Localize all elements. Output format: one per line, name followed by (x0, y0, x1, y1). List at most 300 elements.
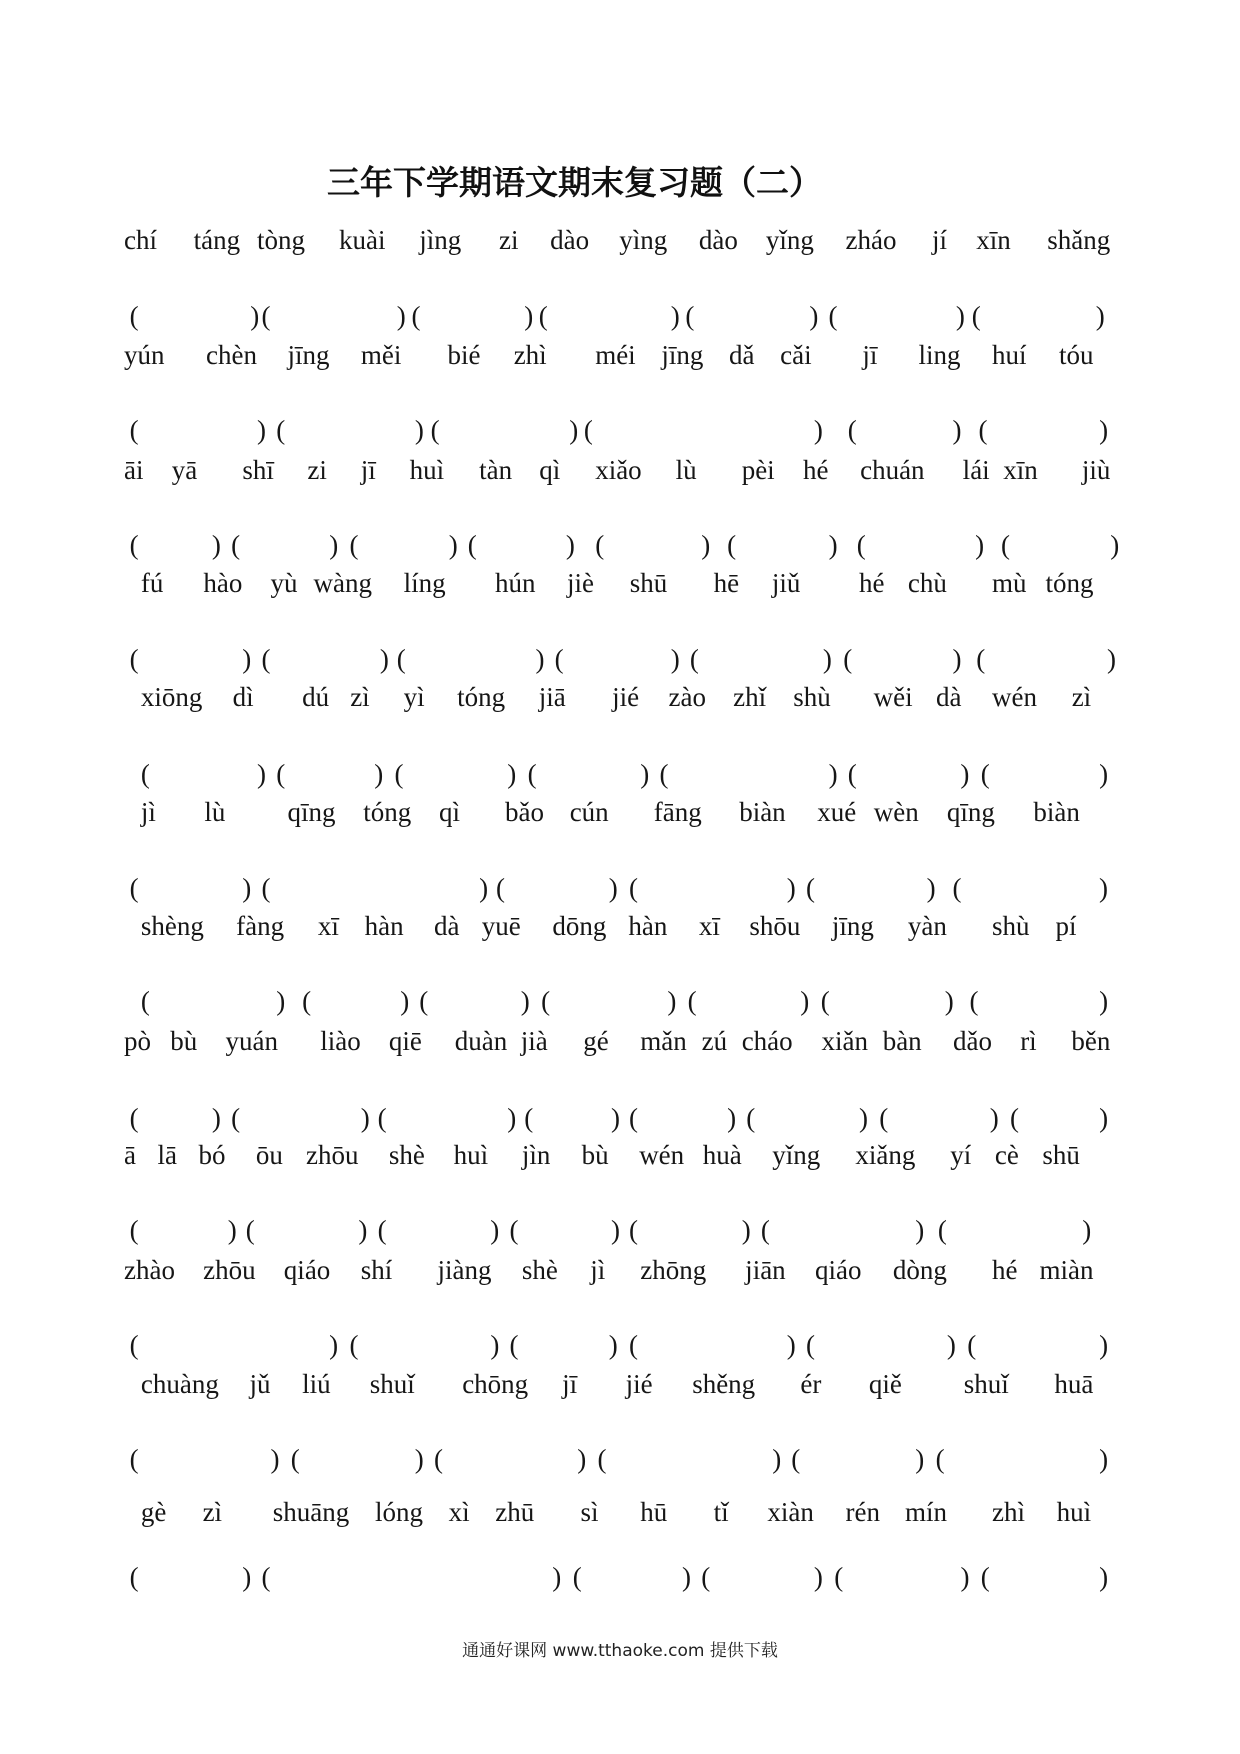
close-paren: ) (520, 986, 530, 1017)
pinyin-word: qīng tóng qì (287, 797, 460, 828)
close-paren: ) (786, 872, 796, 903)
answer-blank (727, 529, 838, 566)
answer-blank (130, 303, 260, 337)
answer-blank (629, 1102, 737, 1139)
answer-blank (291, 1446, 424, 1480)
open-paren: ( (659, 758, 669, 789)
answer-blank (829, 303, 965, 337)
answer-blank (430, 414, 579, 451)
answer-row (0, 303, 1240, 337)
pinyin-word: sì hū (580, 1497, 668, 1528)
answer-blank (129, 529, 221, 566)
answer-blank (302, 988, 409, 1022)
answer-row (0, 529, 1240, 566)
answer-blank (231, 529, 339, 566)
pinyin-word: rì běn (1020, 1026, 1111, 1056)
open-paren: ( (834, 1562, 844, 1593)
close-paren: ) (1110, 529, 1120, 560)
pinyin-word: dōng hàn (552, 911, 668, 941)
answer-blank (879, 1102, 999, 1139)
open-paren: ( (969, 986, 979, 1017)
pinyin-word: jìn bù (521, 1139, 609, 1170)
answer-blank (394, 758, 517, 795)
close-paren: ) (396, 301, 406, 331)
footer-credit: 通通好课网 www.tthaoke.com 提供下载 (462, 1641, 778, 1661)
answer-row (0, 758, 1240, 795)
open-paren: ( (302, 986, 312, 1017)
open-paren: ( (980, 1562, 990, 1593)
answer-blank (554, 643, 680, 680)
answer-blank (539, 303, 680, 337)
answer-blank (130, 1332, 339, 1366)
close-paren: ) (608, 1330, 618, 1361)
close-paren: ) (809, 301, 819, 331)
close-paren: ) (670, 643, 680, 674)
answer-blank (685, 303, 818, 337)
open-paren: ( (140, 986, 150, 1017)
answer-blank (573, 1564, 691, 1598)
pinyin-row (0, 1028, 1240, 1062)
open-paren: ( (129, 872, 139, 903)
pinyin-word: fú hào (140, 568, 243, 599)
open-paren: ( (572, 1562, 582, 1593)
answer-blank (952, 872, 1109, 909)
close-paren: ) (955, 301, 965, 331)
open-paren: ( (377, 1215, 387, 1246)
pinyin-word: jiè shū (567, 568, 668, 599)
pinyin-word: zháo jí (845, 224, 947, 255)
open-paren: ( (496, 872, 505, 903)
answer-blank (936, 1446, 1109, 1480)
close-paren: ) (1082, 1215, 1092, 1246)
close-paren: ) (256, 758, 266, 789)
close-paren: ) (915, 1215, 925, 1246)
open-paren: ( (538, 301, 548, 331)
close-paren: ) (975, 529, 985, 560)
answer-blank (967, 1332, 1108, 1366)
pinyin-word: jiā jié (538, 682, 640, 713)
pinyin-word: hē jiǔ (713, 568, 801, 599)
open-paren: ( (527, 758, 537, 789)
open-paren: ( (129, 1215, 139, 1246)
answer-blank (130, 1564, 252, 1598)
answer-blank (1010, 1102, 1109, 1139)
answer-blank (349, 529, 458, 566)
pinyin-word: xiǎo lù (595, 454, 697, 485)
open-paren: ( (597, 1444, 607, 1475)
pinyin-row (0, 1254, 1240, 1291)
pinyin-word: líng hún (403, 568, 536, 599)
pinyin-word: jī huì (360, 454, 445, 485)
close-paren: ) (490, 1330, 500, 1361)
open-paren: ( (261, 643, 271, 674)
answer-blank (938, 1217, 1091, 1251)
close-paren: ) (374, 758, 384, 789)
close-paren: ) (360, 1102, 370, 1133)
pinyin-word: ōu zhōu (255, 1139, 359, 1170)
pinyin-word: qiē duàn (388, 1026, 508, 1056)
pinyin-word: ér qiě (800, 1368, 902, 1399)
pinyin-word: shī zi (242, 454, 327, 485)
open-paren: ( (760, 1215, 770, 1246)
open-paren: ( (976, 643, 986, 674)
close-paren: ) (507, 758, 517, 789)
pinyin-row (0, 1499, 1240, 1533)
close-paren: ) (270, 1444, 280, 1475)
open-paren: ( (701, 1562, 711, 1593)
pinyin-word: wén huà (639, 1139, 742, 1170)
answer-blank (970, 988, 1109, 1022)
open-paren: ( (129, 529, 139, 560)
pinyin-row (0, 799, 1240, 833)
pinyin-word: chuàng jǔ (140, 1368, 271, 1399)
answer-blank (806, 872, 936, 909)
open-paren: ( (828, 301, 838, 331)
pinyin-word: méi jīng dǎ cǎi (595, 339, 812, 370)
close-paren: ) (772, 1444, 782, 1475)
answer-blank (396, 643, 545, 680)
pinyin-word: xīn shǎng (976, 224, 1111, 255)
open-paren: ( (411, 301, 421, 331)
close-paren: ) (915, 1444, 925, 1475)
answer-blank (276, 414, 424, 451)
close-paren: ) (211, 1102, 221, 1133)
pinyin-word: jīng měi (287, 339, 402, 370)
pinyin-word: shè jì (521, 1254, 606, 1285)
open-paren: ( (727, 529, 737, 560)
open-paren: ( (1010, 1102, 1019, 1133)
pinyin-word: hé miàn (992, 1254, 1094, 1285)
pinyin-row (0, 913, 1240, 947)
close-paren: ) (400, 986, 410, 1017)
close-paren: ) (926, 872, 936, 903)
open-paren: ( (129, 1102, 139, 1133)
open-paren: ( (595, 529, 605, 560)
pinyin-word: bàn dǎo (882, 1026, 992, 1056)
open-paren: ( (937, 1215, 947, 1246)
open-paren: ( (856, 529, 866, 560)
open-paren: ( (261, 1562, 271, 1593)
pinyin-word: zhì huì (992, 1497, 1092, 1528)
open-paren: ( (419, 986, 429, 1017)
pinyin-word: hé chù (859, 568, 947, 599)
pinyin-row (0, 454, 1240, 491)
answer-blank (821, 988, 954, 1022)
pinyin-word: wěi dà (873, 682, 962, 713)
pinyin-word: dào yǐng (698, 224, 814, 255)
answer-blank (598, 1446, 782, 1480)
answer-blank (583, 414, 823, 451)
pinyin-word: jīng yàn (831, 911, 947, 941)
open-paren: ( (231, 529, 241, 560)
answer-blank (141, 988, 285, 1022)
close-paren: ) (727, 1102, 737, 1133)
close-paren: ) (813, 1562, 823, 1593)
close-paren: ) (952, 643, 962, 674)
open-paren: ( (524, 1102, 534, 1133)
close-paren: ) (565, 529, 575, 560)
answer-blank (129, 643, 252, 680)
open-paren: ( (541, 986, 551, 1017)
answer-row (0, 988, 1240, 1022)
open-paren: ( (689, 643, 699, 674)
pinyin-word: jì lù (140, 797, 226, 828)
close-paren: ) (1099, 1444, 1109, 1475)
answer-blank (377, 1102, 517, 1139)
answer-blank (412, 303, 534, 337)
answer-blank (496, 872, 618, 909)
pinyin-word: yuán liào (225, 1026, 361, 1056)
pinyin-row (0, 1139, 1240, 1176)
open-paren: ( (276, 414, 286, 445)
close-paren: ) (358, 1215, 368, 1246)
pinyin-word: tàn qì (479, 454, 561, 485)
answer-blank (262, 1564, 562, 1598)
answer-blank (524, 1102, 620, 1139)
answer-blank (688, 988, 810, 1022)
answer-blank (847, 758, 970, 795)
pinyin-word: yǐng xiǎng (772, 1139, 916, 1170)
open-paren: ( (967, 1330, 977, 1361)
open-paren: ( (879, 1102, 889, 1133)
answer-blank (140, 758, 266, 795)
open-paren: ( (952, 872, 962, 903)
pinyin-row (0, 339, 1240, 376)
answer-blank (246, 1217, 368, 1251)
answer-blank (231, 1102, 370, 1139)
answer-blank (434, 1446, 586, 1480)
pinyin-row (0, 570, 1240, 604)
answer-blank (972, 303, 1105, 337)
answer-blank (129, 414, 266, 451)
open-paren: ( (509, 1215, 519, 1246)
close-paren: ) (552, 1562, 562, 1593)
open-paren: ( (261, 872, 271, 903)
close-paren: ) (1099, 414, 1109, 445)
close-paren: ) (242, 872, 252, 903)
answer-blank (261, 643, 389, 680)
pinyin-word: xī shōu (698, 911, 801, 941)
answer-blank (467, 529, 575, 566)
close-paren: ) (1099, 872, 1108, 903)
close-paren: ) (813, 414, 823, 445)
answer-blank (129, 872, 252, 909)
close-paren: ) (1099, 986, 1109, 1017)
close-paren: ) (535, 643, 545, 674)
pinyin-word: pò bù (124, 1026, 198, 1056)
answer-blank (129, 1102, 221, 1139)
open-paren: ( (806, 1330, 815, 1361)
pinyin-word: bié zhì (447, 339, 547, 370)
answer-blank (761, 1217, 924, 1251)
answer-blank (689, 643, 832, 680)
close-paren: ) (608, 872, 618, 903)
answer-blank (527, 758, 650, 795)
pinyin-word: liú shuǐ (302, 1368, 415, 1399)
close-paren: ) (227, 1215, 237, 1246)
pinyin-word: pèi hé (741, 454, 829, 485)
answer-blank (378, 1217, 500, 1251)
answer-blank (981, 1564, 1108, 1598)
pinyin-word: yí cè shū (950, 1139, 1080, 1170)
pinyin-word: shèng fàng (140, 911, 285, 941)
close-paren: ) (1095, 301, 1105, 331)
worksheet-title: 三年下学期语文期末复习题（二） (327, 163, 822, 202)
open-paren: ( (129, 301, 139, 331)
open-paren: ( (231, 1102, 241, 1133)
open-paren: ( (261, 301, 271, 331)
close-paren: ) (524, 301, 534, 331)
pinyin-word: zhōng jiān (640, 1254, 786, 1285)
close-paren: ) (256, 414, 266, 445)
close-paren: ) (211, 529, 221, 560)
pinyin-word: āi yā (124, 454, 198, 485)
close-paren: ) (250, 301, 260, 331)
answer-blank (510, 1332, 618, 1366)
close-paren: ) (989, 1102, 999, 1133)
open-paren: ( (129, 414, 139, 445)
open-paren: ( (1001, 529, 1010, 560)
pinyin-word: zào zhǐ shù (668, 682, 831, 713)
pinyin-row (0, 1368, 1240, 1405)
close-paren: ) (640, 758, 650, 789)
answer-row (0, 414, 1240, 451)
pinyin-word: rén mín (845, 1497, 947, 1528)
answer-blank (978, 414, 1109, 451)
open-paren: ( (806, 872, 815, 903)
answer-row (0, 872, 1240, 909)
pinyin-word: qīng biàn (946, 797, 1080, 828)
close-paren: ) (611, 1215, 620, 1246)
open-paren: ( (847, 758, 857, 789)
close-paren: ) (828, 529, 838, 560)
close-paren: ) (858, 1102, 868, 1133)
answer-blank (976, 643, 1116, 680)
pinyin-word: wén zì (992, 682, 1092, 713)
answer-blank (791, 1446, 924, 1480)
pinyin-word: dú zì (302, 682, 370, 713)
close-paren: ) (670, 301, 680, 331)
pinyin-word: jī ling (862, 339, 961, 370)
pinyin-word: tòng kuài (257, 224, 386, 255)
open-paren: ( (349, 1330, 359, 1361)
open-paren: ( (629, 1215, 638, 1246)
close-paren: ) (276, 986, 286, 1017)
close-paren: ) (1099, 1330, 1109, 1361)
open-paren: ( (820, 986, 830, 1017)
answer-blank (834, 1564, 969, 1598)
pinyin-word: huí tóu (992, 339, 1094, 370)
answer-blank (629, 872, 796, 909)
close-paren: ) (1106, 643, 1116, 674)
open-paren: ( (843, 643, 853, 674)
open-paren: ( (509, 1330, 519, 1361)
close-paren: ) (1099, 1562, 1109, 1593)
pinyin-word: dào yìng (550, 224, 668, 255)
answer-row (0, 1446, 1240, 1480)
answer-blank (629, 1217, 751, 1251)
close-paren: ) (414, 414, 424, 445)
open-paren: ( (129, 643, 139, 674)
pinyin-word: chuán lái (860, 454, 990, 485)
answer-blank (419, 988, 530, 1022)
pinyin-word: yù wàng (270, 568, 372, 599)
pinyin-word: shí jiàng (360, 1254, 492, 1285)
open-paren: ( (129, 1562, 139, 1593)
pinyin-row (0, 684, 1240, 718)
open-paren: ( (129, 1330, 139, 1361)
answer-blank (130, 1446, 280, 1480)
pinyin-word: shuāng lóng xì zhū (272, 1497, 535, 1528)
close-paren: ) (1099, 758, 1109, 789)
answer-blank (856, 529, 985, 566)
close-paren: ) (577, 1444, 587, 1475)
open-paren: ( (129, 1444, 139, 1475)
close-paren: ) (786, 1330, 796, 1361)
pinyin-word: yì tóng (403, 682, 506, 713)
open-paren: ( (978, 414, 988, 445)
pinyin-word: fāng biàn (653, 797, 786, 828)
answer-row (0, 1564, 1240, 1598)
pinyin-word: xī hàn (317, 911, 404, 941)
open-paren: ( (140, 758, 150, 789)
open-paren: ( (791, 1444, 801, 1475)
open-paren: ( (746, 1102, 756, 1133)
open-paren: ( (629, 1102, 638, 1133)
answer-blank (1001, 529, 1120, 566)
pinyin-word: cháo xiǎn (741, 1026, 868, 1056)
close-paren: ) (701, 529, 711, 560)
close-paren: ) (944, 986, 954, 1017)
close-paren: ) (828, 758, 838, 789)
close-paren: ) (952, 414, 962, 445)
answer-blank (847, 414, 962, 451)
close-paren: ) (242, 1562, 252, 1593)
pinyin-word: jié shěng (625, 1368, 756, 1399)
pinyin-word: jià gé (520, 1026, 609, 1056)
open-paren: ( (394, 758, 404, 789)
open-paren: ( (629, 1330, 638, 1361)
answer-blank (701, 1564, 823, 1598)
pinyin-word: xīn jiù (1003, 454, 1111, 485)
pinyin-word: xué wèn (817, 797, 919, 828)
pinyin-word: chí táng (124, 224, 241, 255)
answer-blank (541, 988, 676, 1022)
answer-blank (746, 1102, 868, 1139)
pinyin-word: ā lā bó (124, 1139, 226, 1170)
answer-row (0, 1217, 1240, 1251)
open-paren: ( (430, 414, 440, 445)
close-paren: ) (1099, 1102, 1109, 1133)
close-paren: ) (569, 414, 579, 445)
answer-blank (510, 1217, 621, 1251)
close-paren: ) (448, 529, 458, 560)
answer-blank (130, 1217, 237, 1251)
pinyin-word: tǐ xiàn (713, 1497, 814, 1528)
close-paren: ) (960, 1562, 970, 1593)
pinyin-word: yún chèn (124, 339, 257, 370)
pinyin-word: gè zì (140, 1497, 223, 1528)
close-paren: ) (822, 643, 832, 674)
open-paren: ( (583, 414, 593, 445)
pinyin-row (0, 224, 1240, 261)
open-paren: ( (687, 986, 697, 1017)
open-paren: ( (685, 301, 695, 331)
pinyin-word: mù tóng (992, 568, 1094, 599)
pinyin-word: bǎo cún (505, 797, 609, 828)
close-paren: ) (741, 1215, 751, 1246)
answer-blank (350, 1332, 500, 1366)
